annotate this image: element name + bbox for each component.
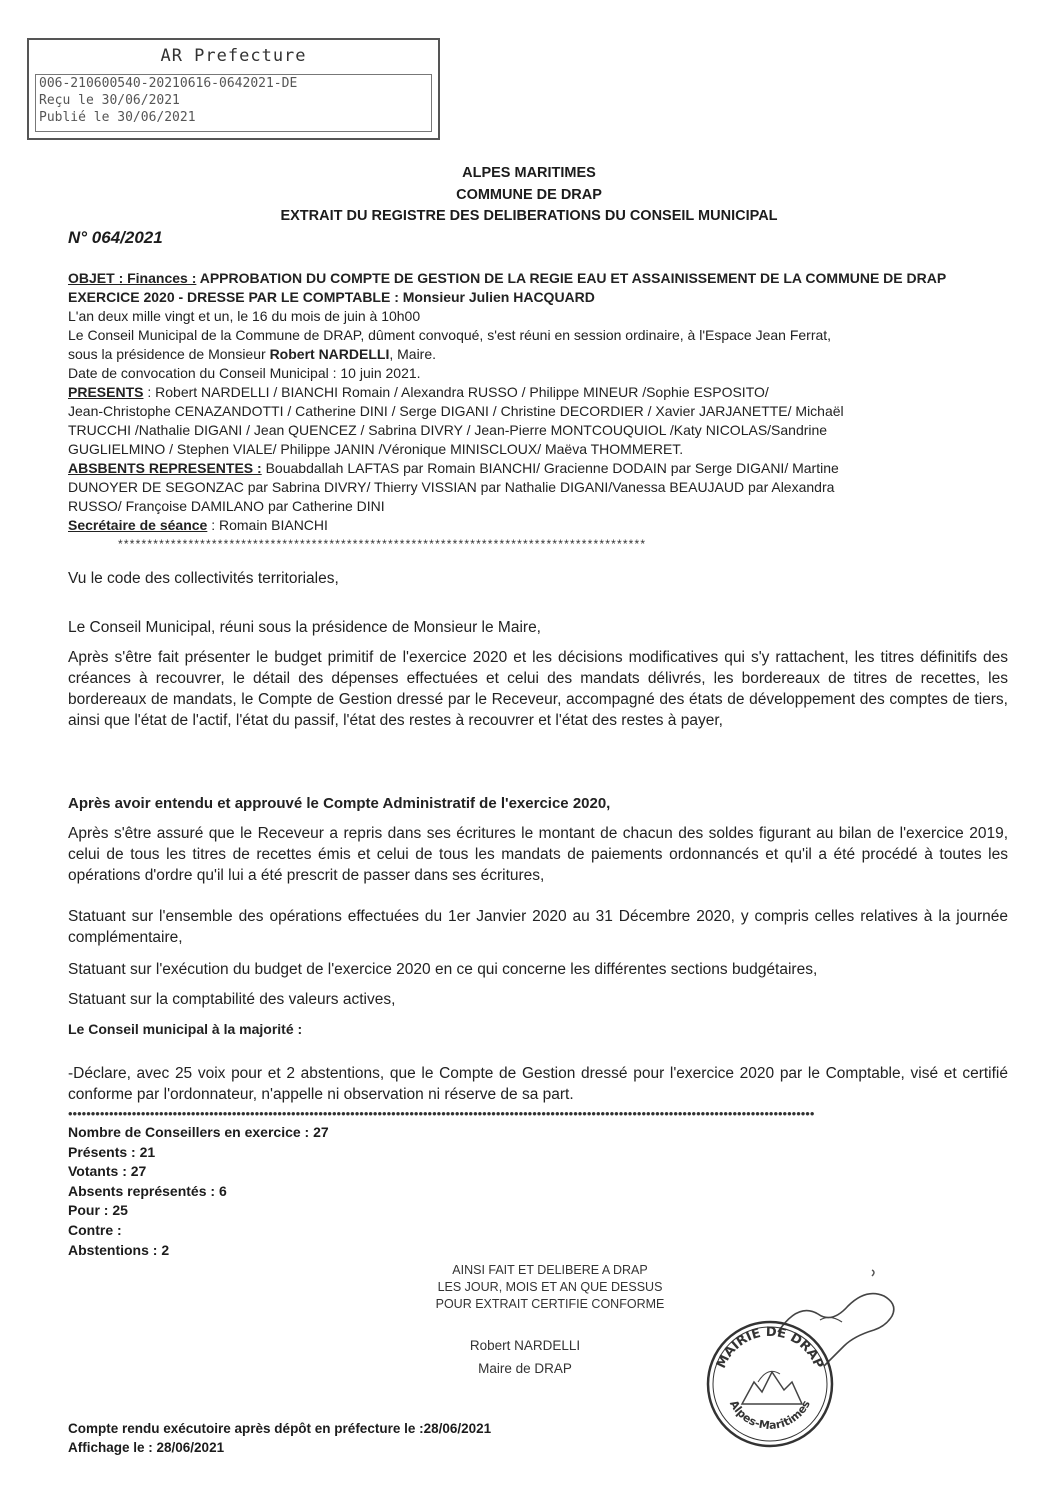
seal-top-text: MAIRIE DE DRAP — [713, 1324, 827, 1371]
vote-presents: Présents : 21 — [68, 1144, 156, 1160]
ar-stamp-title: AR Prefecture — [160, 46, 307, 66]
statuant-paragraph-1: Statuant sur l'ensemble des opérations effectuées du 1er Janvier 2020 au 31 Décembre 2020, y compris celles relatives à la journée complémentaire, — [68, 908, 1008, 946]
convocation-date: Date de convocation du Conseil Municipal : 10 juin 2021. — [68, 365, 421, 381]
presents-line-2: Jean-Christophe CENAZANDOTTI / Catherine DINI / Serge DIGANI / Christine DECORDIER / Xavier JARJANETTE/ Michaël — [68, 403, 844, 419]
vote-pour: Pour : 25 — [68, 1202, 128, 1218]
ar-stamp-published: Publié le 30/06/2021 — [39, 110, 196, 125]
apres-paragraph-1: Après s'être fait présenter le budget primitif de l'exercice 2020 et les décisions modificatives qui s'y rattachent, les titres définitifs des créances à recouvrer, le détail des dépenses effectuées et celui des mandats délivrés, les bordereaux de titres de recettes, les bordereaux de mandats, le Compte de Gestion dressé par le Receveur, accompagné des états de développement des comptes de tiers, ainsi que l'état de l'actif, l'état du passif, l'état des restes à recouvrer et l'état des restes à payer, — [68, 649, 1008, 729]
statuant-paragraph-3: Statuant sur la comptabilité des valeurs actives, — [68, 991, 396, 1008]
signatory-role: Maire de DRAP — [478, 1361, 572, 1376]
header-register-title: EXTRAIT DU REGISTRE DES DELIBERATIONS DU CONSEIL MUNICIPAL — [280, 208, 778, 224]
mairie-seal — [700, 1312, 840, 1452]
conseil-paragraph: Le Conseil Municipal, réuni sous la présidence de Monsieur le Maire, — [68, 619, 541, 636]
separator-stars: ****************************************************************************************** — [118, 537, 647, 551]
signature-line-1: AINSI FAIT ET DELIBERE A DRAP — [452, 1263, 648, 1277]
majorite-heading: Le Conseil municipal à la majorité : — [68, 1021, 303, 1037]
footer-compte-rendu: Compte rendu exécutoire après dépôt en préfecture le :28/06/2021 — [68, 1421, 492, 1436]
signatory-name: Robert NARDELLI — [469, 1338, 581, 1353]
presents-line-3: TRUCCHI /Nathalie DIGANI / Jean QUENCEZ / Sabrina DIVRY / Jean-Pierre MONTCOUQUIOL /Katy NICOLAS/Sandrine — [68, 422, 828, 438]
ar-stamp-details — [35, 74, 432, 132]
ar-prefecture-stamp — [27, 38, 440, 140]
session-date: L'an deux mille vingt et un, le 16 du mois de juin à 10h00 — [68, 308, 421, 324]
secretaire-text: : Romain BIANCHI — [207, 517, 328, 533]
header-department: ALPES MARITIMES — [462, 165, 596, 181]
apres-entendu-paragraph: Après avoir entendu et approuvé le Compte Administratif de l'exercice 2020, — [68, 795, 611, 812]
absents-text-1: Bouabdallah LAFTAS par Romain BIANCHI/ Gracienne DODAIN par Serge DIGANI/ Martine — [261, 460, 839, 476]
vote-abstentions: Abstentions : 2 — [68, 1242, 170, 1258]
absents-line-3: RUSSO/ Françoise DAMILANO par Catherine DINI — [68, 498, 385, 514]
objet-label: OBJET : Finances : — [68, 270, 197, 286]
objet-line — [68, 269, 946, 288]
footer-affichage: Affichage le : 28/06/2021 — [68, 1440, 225, 1455]
seal-bottom-text: Alpes-Maritimes — [727, 1398, 813, 1433]
absents-line-2: DUNOYER DE SEGONZAC par Sabrina DIVRY/ Thierry VISSIAN par Nathalie DIGANI/Vanessa BEAUJAUD par Alexandra — [68, 479, 835, 495]
header-commune: COMMUNE DE DRAP — [456, 187, 602, 203]
presidence-name: Robert NARDELLI — [269, 346, 390, 362]
deliberation-number: N° 064/2021 — [68, 228, 163, 247]
session-convocation: Le Conseil Municipal de la Commune de DRAP, dûment convoqué, s'est réuni en session ordinaire, à l'Espace Jean Ferrat, — [68, 327, 832, 343]
vote-contre: Contre : — [68, 1222, 122, 1238]
vote-absents: Absents représentés : 6 — [68, 1183, 227, 1199]
objet-text: APPROBATION DU COMPTE DE GESTION DE LA REGIE EAU ET ASSAINISSEMENT DE LA COMMUNE DE DRAP — [196, 270, 947, 286]
presents-line-1 — [68, 383, 769, 402]
presents-text-1: : Robert NARDELLI / BIANCHI Romain / Alexandra RUSSO / Philippe MINEUR /Sophie ESPOSITO/ — [143, 384, 769, 400]
objet-line-2: EXERCICE 2020 - DRESSE PAR LE COMPTABLE : Monsieur Julien HACQUARD — [68, 289, 595, 305]
presidence-post: , Maire. — [389, 346, 437, 362]
vote-votants: Votants : 27 — [68, 1163, 147, 1179]
absents-line-1 — [68, 459, 839, 478]
secretaire-label: Secrétaire de séance — [68, 517, 208, 533]
declare-paragraph: -Déclare, avec 25 voix pour et 2 abstentions, que le Compte de Gestion dressé pour l'exercice 2020 par le Comptable, visé et certifié conforme par l'ordonnateur, n'appelle ni observation ni réserve de sa part. — [68, 1065, 1008, 1103]
presents-label: PRESENTS — [68, 384, 144, 400]
presents-line-4: GUGLIELMINO / Stephen VIALE/ Philippe JANIN /Véronique MINISCLOUX/ Maëva THOMMERET. — [68, 441, 684, 457]
vote-exercice: Nombre de Conseillers en exercice : 27 — [68, 1124, 329, 1140]
separator-dots: •••••••••••••••••••••••••••••••••••••••••••••••••••••••••••••••••••••••••••••••••••••••••••••••••••••••••••••••••••••••••••••••••••••••••••••••••••••••••••••••••••• — [68, 1106, 815, 1121]
signature-line-3: POUR EXTRAIT CERTIFIE CONFORME — [435, 1297, 665, 1311]
statuant-paragraph-2: Statuant sur l'exécution du budget de l'exercice 2020 en ce qui concerne les différentes sections budgétaires, — [68, 961, 818, 978]
presidence-pre: sous la présidence de Monsieur — [68, 346, 270, 362]
absents-label: ABSBENTS REPRESENTES : — [68, 460, 262, 476]
signature-line-2: LES JOUR, MOIS ET AN QUE DESSUS — [437, 1280, 663, 1294]
session-presidence — [68, 345, 436, 364]
vu-paragraph: Vu le code des collectivités territoriales, — [68, 570, 339, 587]
ar-stamp-reference: 006-210600540-20210616-0642021-DE — [39, 76, 298, 91]
apres-paragraph-2: Après s'être assuré que le Receveur a repris dans ses écritures le montant de chacun des soldes figurant au bilan de l'exercice 2019, celui de tous les titres de recettes émis et celui de tous les mandats de paiements ordonnancés et qu'il a été procédé à toutes les opérations d'ordre qu'il lui a été prescrit de passer dans ses écritures, — [68, 825, 1008, 884]
ar-stamp-received: Reçu le 30/06/2021 — [39, 93, 180, 108]
secretaire-line — [68, 516, 328, 535]
